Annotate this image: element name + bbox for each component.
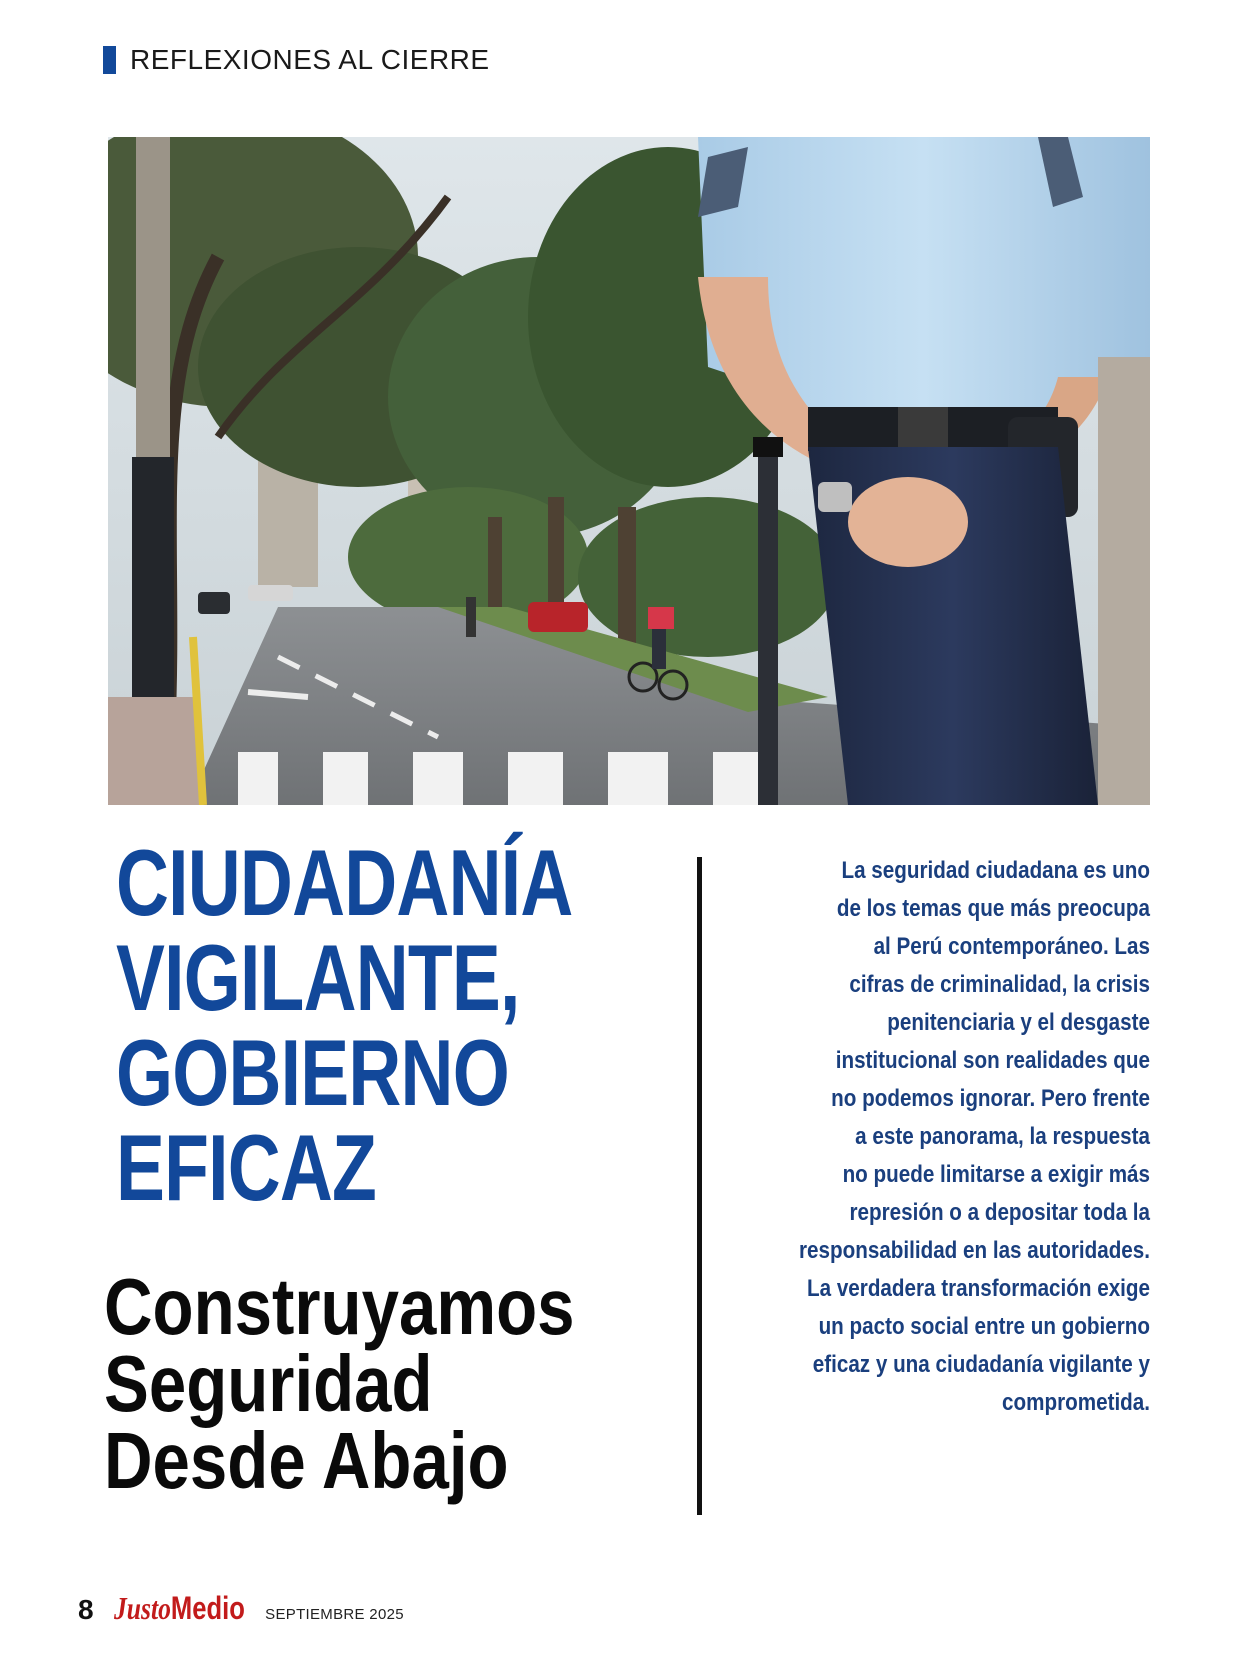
lead-line: La seguridad ciudadana es uno (841, 857, 1150, 884)
subheadline-line: Desde Abajo (104, 1416, 509, 1505)
lead-line: institucional son realidades que (835, 1047, 1150, 1074)
lead-line: comprometida. (1002, 1389, 1150, 1416)
lead-line: penitenciaria y el desgaste (887, 1009, 1150, 1036)
headline-line: CIUDADANÍA (116, 830, 573, 935)
logo-justo: Justo (113, 1590, 171, 1626)
section-label: REFLEXIONES AL CIERRE (130, 44, 490, 75)
lead-line: de los temas que más preocupa (836, 895, 1150, 922)
lead-line: al Perú contemporáneo. Las (873, 933, 1150, 960)
headline (116, 830, 573, 1220)
lead-line: cifras de criminalidad, la crisis (849, 971, 1150, 998)
lead-paragraph (725, 852, 1150, 1422)
lead-line: no puede limitarse a exigir más (842, 1161, 1150, 1188)
lead-line: represión o a depositar toda la (849, 1199, 1150, 1226)
lead-line: La verdadera transformación exige (807, 1275, 1150, 1302)
headline-line: GOBIERNO (116, 1020, 509, 1125)
issue-date: SEPTIEMBRE 2025 (265, 1606, 404, 1623)
lead-line: a este panorama, la respuesta (855, 1123, 1150, 1150)
page-footer (78, 1590, 404, 1627)
section-tag (103, 46, 490, 74)
section-marker (103, 46, 116, 74)
headline-line: VIGILANTE, (116, 925, 520, 1030)
logo-medio: Medio (170, 1590, 245, 1626)
hero-photo (108, 137, 1150, 805)
column-divider (697, 857, 702, 1515)
publication-logo (114, 1590, 245, 1627)
subheadline (104, 1262, 575, 1505)
page-number: 8 (78, 1594, 94, 1625)
lead-line: eficaz y una ciudadanía vigilante y (812, 1351, 1150, 1378)
lead-line: un pacto social entre un gobierno (818, 1313, 1150, 1340)
subheadline-line: Construyamos (104, 1262, 575, 1351)
lead-line: responsabilidad en las autoridades. (799, 1237, 1150, 1264)
lead-line: no podemos ignorar. Pero frente (831, 1085, 1150, 1112)
subheadline-line: Seguridad (104, 1339, 433, 1428)
headline-line: EFICAZ (116, 1115, 377, 1220)
